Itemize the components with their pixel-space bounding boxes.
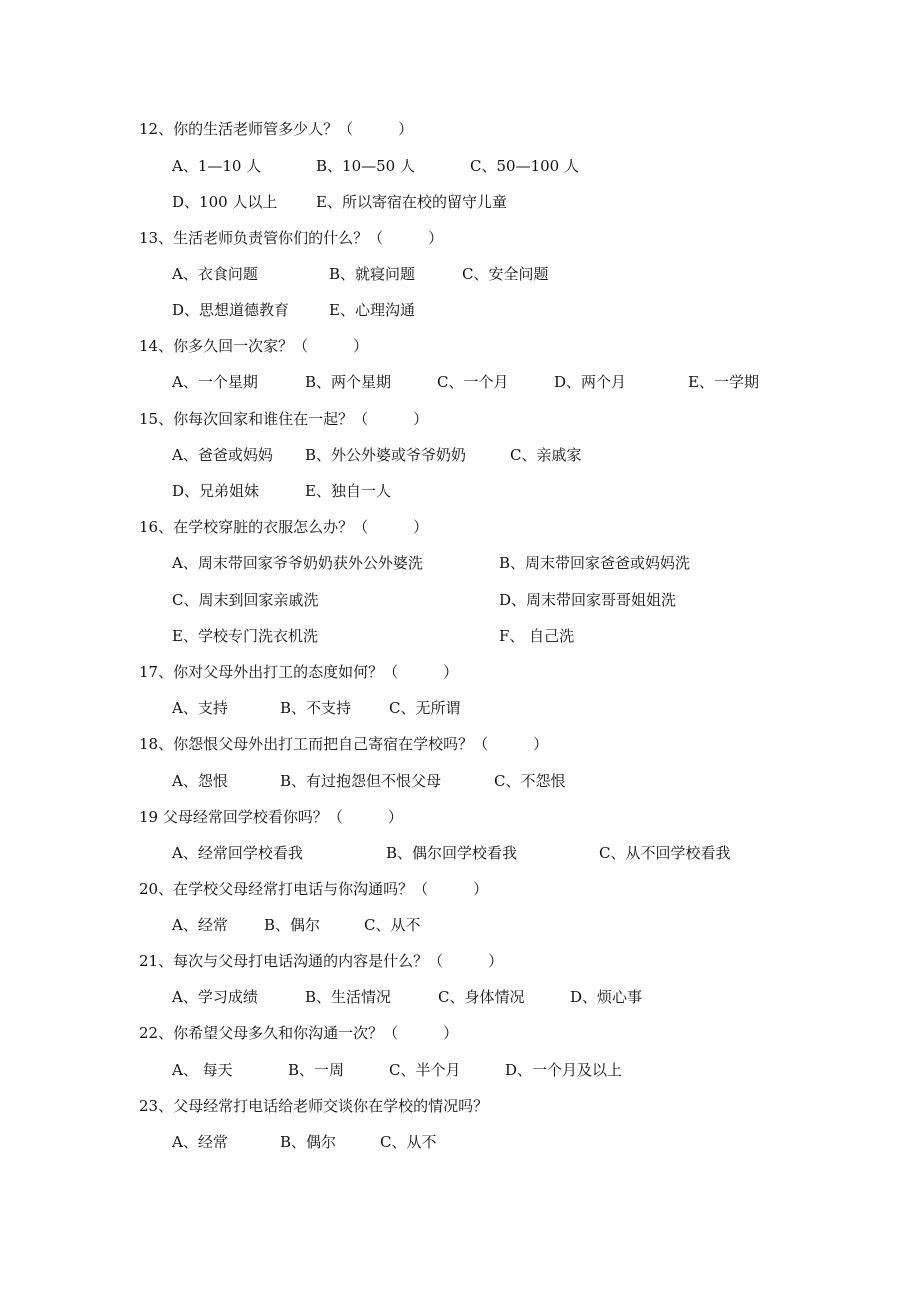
option-text: B、有过抱怨但不恨父母 (280, 772, 442, 790)
option-text: B、10—50 人 (316, 157, 415, 175)
option-text: A、爸爸或妈妈 (172, 446, 273, 464)
option-text: A、怨恨 (172, 772, 228, 790)
option-text: E、独自一人 (305, 482, 391, 500)
option-text: A、学习成绩 (172, 988, 258, 1006)
option-text: A、1—10 人 (172, 157, 262, 175)
option-text: B、偶尔回学校看我 (386, 844, 518, 862)
option-text: C、从不回学校看我 (599, 844, 731, 862)
option-text: C、从不 (380, 1133, 437, 1151)
option-text: C、身体情况 (438, 988, 525, 1006)
option-text: E、所以寄宿在校的留守儿童 (316, 193, 507, 211)
option-text: A、经常回学校看我 (172, 844, 303, 862)
question-text: 17、你对父母外出打工的态度如何？（ ） (139, 663, 459, 681)
option-text: D、一个月及以上 (505, 1061, 623, 1079)
question-text: 20、在学校父母经常打电话与你沟通吗？（ ） (139, 880, 489, 898)
option-text: C、无所谓 (389, 699, 461, 717)
question-text: 16、在学校穿脏的衣服怎么办？（ ） (139, 518, 429, 536)
question-text: 22、你希望父母多久和你沟通一次？（ ） (139, 1024, 459, 1042)
option-text: A、支持 (172, 699, 228, 717)
option-text: C、从不 (364, 916, 421, 934)
question-text: 14、你多久回一次家？（ ） (139, 337, 369, 355)
question-text: 13、生活老师负责管你们的什么？（ ） (139, 229, 444, 247)
option-text: A、 每天 (172, 1061, 233, 1079)
option-text: D、100 人以上 (172, 193, 278, 211)
option-text: E、心理沟通 (329, 301, 415, 319)
option-text: B、不支持 (280, 699, 352, 717)
question-text: 21、每次与父母打电话沟通的内容是什么？（ ） (139, 952, 504, 970)
option-text: C、半个月 (389, 1061, 461, 1079)
option-text: D、周末带回家哥哥姐姐洗 (499, 591, 677, 609)
option-text: B、外公外婆或爷爷奶奶 (305, 446, 467, 464)
question-text: 19 父母经常回学校看你吗？（ ） (139, 808, 403, 826)
option-text: A、一个星期 (172, 373, 258, 391)
option-text: C、亲戚家 (510, 446, 582, 464)
option-text: A、经常 (172, 916, 228, 934)
question-text: 12、你的生活老师管多少人？（ ） (139, 120, 414, 138)
option-text: C、50—100 人 (470, 157, 579, 175)
option-text: C、安全问题 (462, 265, 549, 283)
option-text: B、偶尔 (264, 916, 321, 934)
question-text: 15、你每次回家和谁住在一起？（ ） (139, 410, 429, 428)
option-text: E、学校专门洗衣机洗 (172, 627, 318, 645)
option-text: E、一学期 (688, 373, 759, 391)
option-text: C、不怨恨 (494, 772, 566, 790)
option-text: B、一周 (288, 1061, 345, 1079)
option-text: C、周末到回家亲戚洗 (172, 591, 319, 609)
option-text: D、思想道德教育 (172, 301, 290, 319)
option-text: A、经常 (172, 1133, 228, 1151)
option-text: B、两个星期 (305, 373, 392, 391)
option-text: B、周末带回家爸爸或妈妈洗 (499, 554, 691, 572)
option-text: C、一个月 (437, 373, 509, 391)
option-text: B、就寝问题 (329, 265, 416, 283)
option-text: A、衣食问题 (172, 265, 258, 283)
option-text: D、烦心事 (570, 988, 643, 1006)
option-text: D、两个月 (554, 373, 627, 391)
option-text: B、偶尔 (280, 1133, 337, 1151)
option-text: A、周末带回家爷爷奶奶获外公外婆洗 (172, 554, 423, 572)
question-text: 23、父母经常打电话给老师交谈你在学校的情况吗？ (139, 1097, 489, 1115)
question-text: 18、你怨恨父母外出打工而把自己寄宿在学校吗？（ ） (139, 735, 549, 753)
option-text: D、兄弟姐妹 (172, 482, 260, 500)
option-text: B、生活情况 (305, 988, 392, 1006)
option-text: F、 自己洗 (499, 627, 575, 645)
